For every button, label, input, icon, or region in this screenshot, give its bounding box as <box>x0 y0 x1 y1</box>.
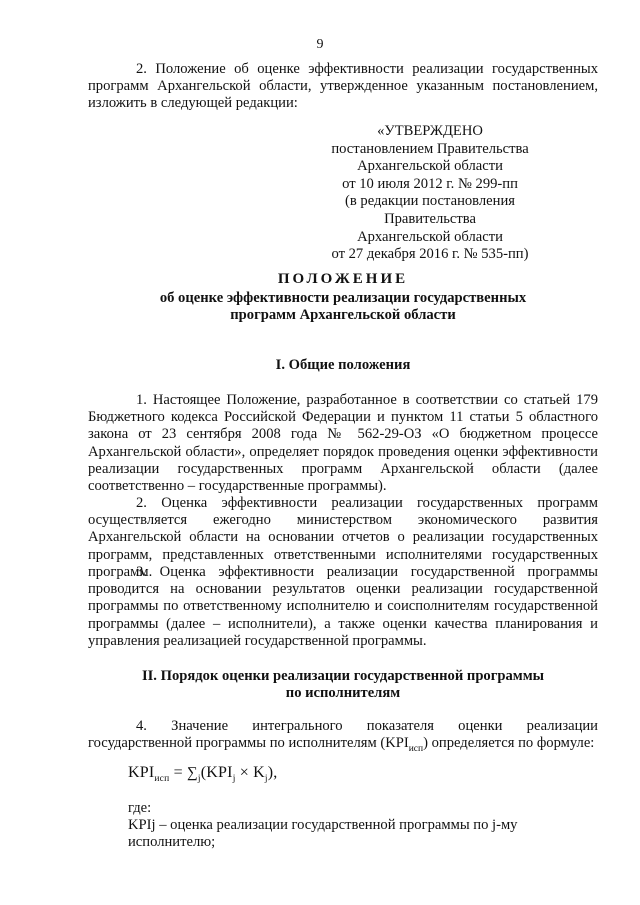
formula-times: × K <box>235 764 265 781</box>
document-title: ПОЛОЖЕНИЕ <box>277 271 409 287</box>
paragraph-3: 3. Оценка эффективности реализации государственной программы проводится на основании результатов оценки реализации государственной программы по ответственному исполнителю и соисполнителям государственной программы (далее – исполнители), а также оценки качества планирования и управления реализацией государственной программы. <box>88 564 598 649</box>
paragraph-2: 2. Оценка эффективности реализации государственных программ осуществляется ежегодно министерством экономического развития Архангельской области на основании отчетов о реализации государственных программ, представленных ответственными исполнителями государственных программ. <box>88 495 598 580</box>
where-label: где: <box>128 800 152 816</box>
formula-sum-symbol: ∑ <box>187 765 198 781</box>
section-heading-1: I. Общие положения <box>275 357 411 373</box>
paragraph-4-subscript: исп <box>408 744 424 755</box>
formula-lhs-sub: исп <box>154 774 170 785</box>
section-heading-2 <box>88 668 598 703</box>
formula-sum-sub: j <box>197 774 201 785</box>
formula-k-sub: j <box>264 774 268 785</box>
subtitle-line: программ Архангельской области <box>230 307 456 324</box>
intro-paragraph: 2. Положение об оценке эффективности реализации государственных программ Архангельской области, утвержденное указанным постановлением, изложить в следующей редакции: <box>88 61 598 112</box>
kpi-formula <box>128 764 278 788</box>
approval-stamp <box>300 123 560 264</box>
formula-equals: = <box>169 764 188 781</box>
paragraph-1: 1. Настоящее Положение, разработанное в соответствии со статьей 179 Бюджетного кодекса Российской Федерации и пунктом 11 статьи 5 областного закона от 23 сентября 2008 года № 562-29-ОЗ «О бюджетном процессе Архангельской области», определяет порядок проведения оценки эффективности реализации государственных программ Архангельской области (далее соответственно – государственные программы). <box>88 392 598 495</box>
page-number: 9 <box>316 37 324 52</box>
formula-lhs: KPI <box>128 764 155 781</box>
section-heading-line: II. Порядок оценки реализации государственной программы <box>141 668 545 684</box>
approval-line: (в редакции постановления Правительства <box>345 193 515 227</box>
paragraph-4 <box>88 718 598 758</box>
paragraph-4-text: 4. Значение интегрального показателя оценки реализации государственной программы по исполнителям (KPI <box>88 718 598 752</box>
kpij-definition: KPIj – оценка реализации государственной программы по j-му исполнителю; <box>128 817 518 851</box>
approval-line: «УТВЕРЖДЕНО <box>377 123 483 139</box>
approval-line: постановлением Правительства <box>331 140 529 157</box>
approval-line: Архангельской области <box>357 228 503 245</box>
formula-kpi-sub: j <box>232 774 236 785</box>
approval-line: от 10 июля 2012 г. № 299-пп <box>342 175 518 192</box>
document-subtitle <box>88 290 598 325</box>
approval-line: от 27 декабря 2016 г. № 535-пп) <box>331 246 529 263</box>
paragraph-4-end: ) определяется по формуле: <box>423 735 595 752</box>
section-heading-line: по исполнителям <box>285 685 401 702</box>
subtitle-line: об оценке эффективности реализации государственных <box>159 290 527 306</box>
formula-close: ), <box>267 764 278 781</box>
approval-line: Архангельской области <box>357 158 503 175</box>
formula-open: (KPI <box>200 764 233 781</box>
